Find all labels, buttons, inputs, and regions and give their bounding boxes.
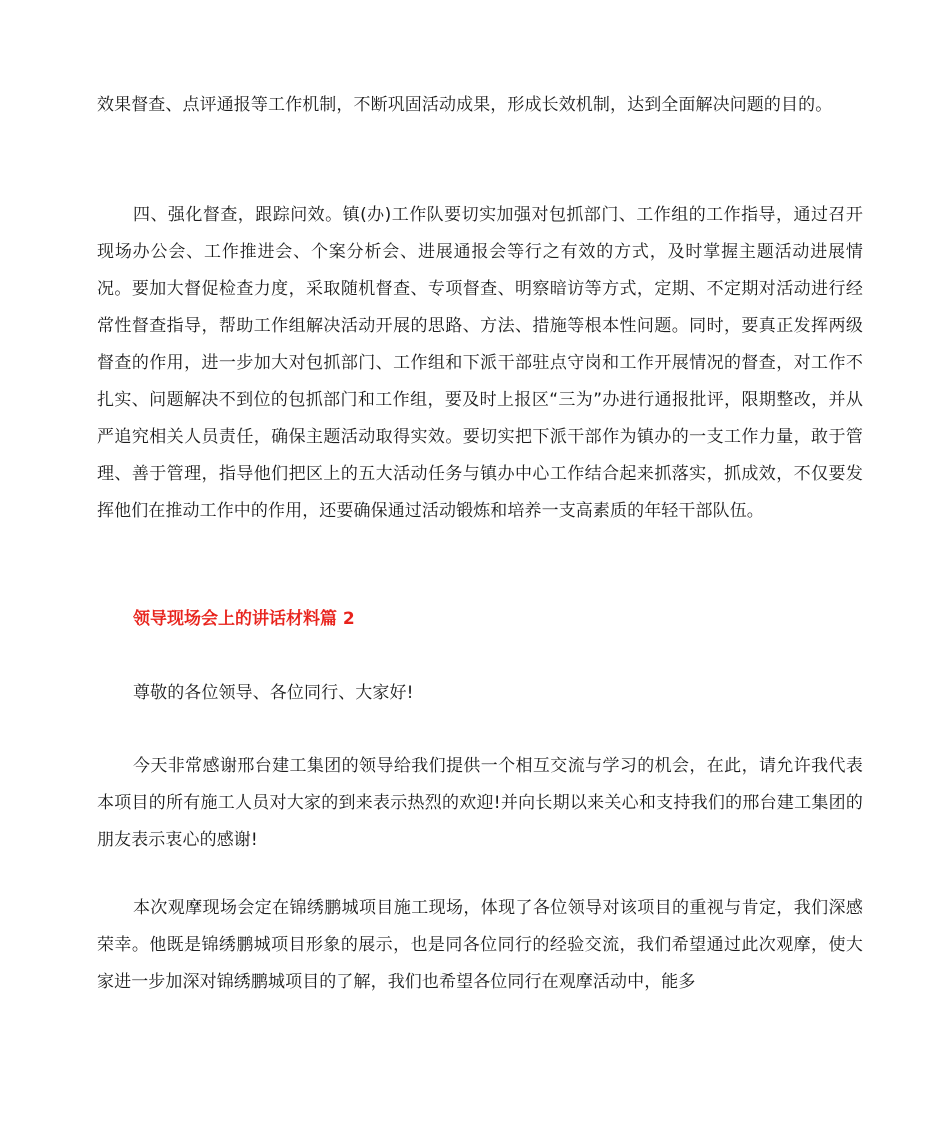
speech-greeting: 尊敬的各位领导、各位同行、大家好! (133, 683, 414, 703)
paragraph-supervision: 四、强化督查，跟踪问效。镇(办)工作队要切实加强对包抓部门、工作组的工作指导，通过召开现场办公会、工作推进会、个案分析会、进展通报会等行之有效的方式，及时掌握主题活动进展情况。要加大督促检查力度，采取随机督查、专项督查、明察暗访等方式，定期、不定期对活动进行经常性督查指导，帮助工作组解决活动开展的思路、方法、措施等根本性问题。同时，要真正发挥两级督查的作用，进一步加大对包抓部门、工作组和下派干部驻点守岗和工作开展情况的督查，对工作不扎实、问题解决不到位的包抓部门和工作组，要及时上报区“三为”办进行通报批评，限期整改，并从严追究相关人员责任，确保主题活动取得实效。要切实把下派干部作为镇办的一支工作力量，敢于管理、善于管理，指导他们把区上的五大活动任务与镇办中心工作结合起来抓落实，抓成效，不仅要发挥他们在推动工作中的作用，还要确保通过活动锻炼和培养一支高素质的年轻干部队伍。 (97, 205, 863, 521)
paragraph-continuation: 效果督查、点评通报等工作机制，不断巩固活动成果，形成长效机制，达到全面解决问题的目的。 (97, 95, 833, 115)
speech-paragraph-thanks: 今天非常感谢邢台建工集团的领导给我们提供一个相互交流与学习的机会，在此，请允许我代表本项目的所有施工人员对大家的到来表示热烈的欢迎!并向长期以来关心和支持我们的邢台建工集团的朋友表示衷心的感谢! (97, 756, 863, 850)
speech-paragraph-observation: 本次观摩现场会定在锦绣鹏城项目施工现场，体现了各位领导对该项目的重视与肯定，我们深感荣幸。他既是锦绣鹏城项目形象的展示，也是同各位同行的经验交流，我们希望通过此次观摩，使大家进一步加深对锦绣鹏城项目的了解，我们也希望各位同行在观摩活动中，能多 (97, 898, 863, 992)
section-title: 领导现场会上的讲话材料篇 2 (133, 609, 355, 629)
